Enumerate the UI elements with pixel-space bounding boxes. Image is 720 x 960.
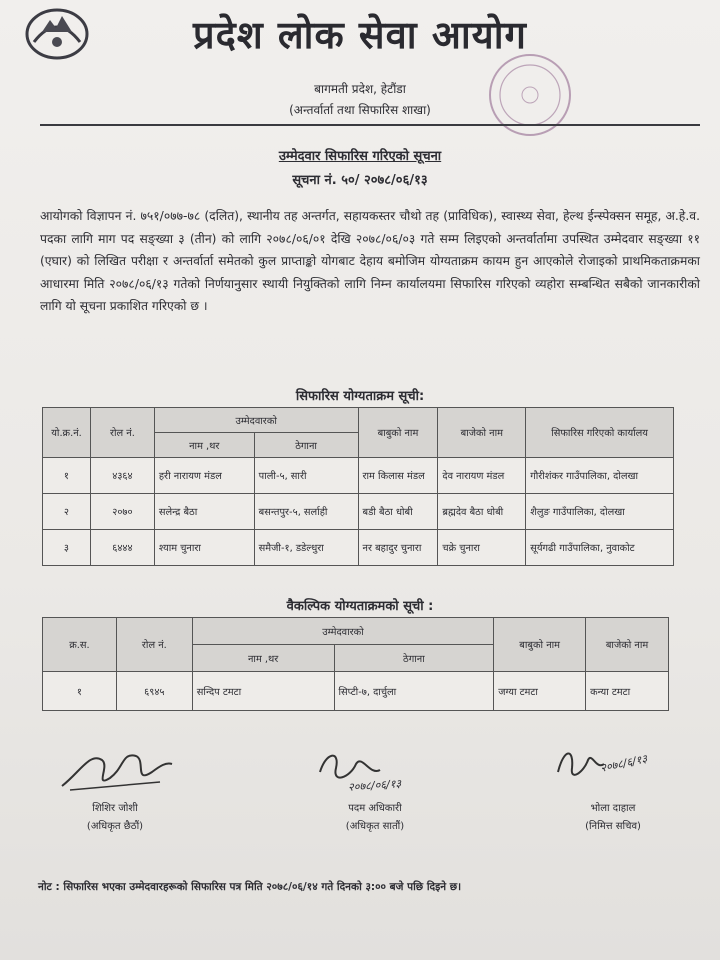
cell-address: समैजी-१, डडेल्धुरा (254, 530, 358, 566)
table-row (43, 672, 669, 711)
cell-grandfather: चक्रे चुनारा (438, 530, 526, 566)
col-candidate: उम्मेदवारको (192, 618, 493, 645)
footnote: नोट : सिफारिस भएका उम्मेदवारहरूको सिफारिस पत्र मिति २०७८/०६/१४ गते दिनको ३:०० बजे पछि दिइने छ। (38, 881, 462, 893)
signature-block-secretary (548, 742, 678, 832)
alternate-list-caption: वैकल्पिक योग्यताक्रमको सूची : (286, 599, 434, 614)
signature-block-officer-6 (50, 742, 180, 832)
alternate-list-table (42, 617, 669, 711)
signatory-name: शिशिर जोशी (92, 803, 138, 814)
cell-roll: २०७० (90, 494, 154, 530)
cell-office: गौरीशंकर गाउँपालिका, दोलखा (526, 458, 674, 494)
signature-date: २०७८/६/१३ (599, 752, 649, 775)
commission-title: प्रदेश लोक सेवा आयोग (193, 12, 527, 57)
header-divider (40, 124, 700, 126)
notice-title: उम्मेदवार सिफारिस गरिएको सूचना (278, 149, 442, 164)
signature-date: २०७८/०६/१३ (347, 777, 402, 794)
office-stamp-icon (485, 50, 575, 140)
cell-sn: १ (43, 458, 91, 494)
col-sn: क्र.स. (43, 618, 117, 672)
signatory-name: भोला दाहाल (590, 803, 636, 814)
cell-father: बडी बैठा धोबी (358, 494, 438, 530)
cell-father: राम किलास मंडल (358, 458, 438, 494)
cell-father: नर बहादुर चुनारा (358, 530, 438, 566)
table-row (43, 494, 674, 530)
col-address: ठेगाना (334, 645, 494, 672)
cell-office: शैलुङ गाउँपालिका, दोलखा (526, 494, 674, 530)
signatory-post: (अधिकृत छैठौं) (86, 821, 144, 832)
merit-list-table (42, 407, 674, 566)
cell-name: हरी नारायण मंडल (154, 458, 254, 494)
cell-name: श्याम चुनारा (154, 530, 254, 566)
col-father: बाबुको नाम (358, 408, 438, 458)
signatory-name: पदम अधिकारी (348, 803, 402, 814)
cell-name: सलेन्द्र बैठा (154, 494, 254, 530)
col-office: सिफारिस गरिएको कार्यालय (526, 408, 674, 458)
cell-grandfather: ब्रह्मदेव बैठा धोबी (438, 494, 526, 530)
col-roll: रोल नं. (90, 408, 154, 458)
province-line: बागमती प्रदेश, हेटौंडा (314, 82, 406, 96)
table-header-row (43, 618, 669, 645)
signature-block-officer-7 (300, 742, 450, 832)
signatory-post: (निमित्त सचिव) (585, 821, 641, 832)
table-row (43, 458, 674, 494)
cell-address: सिप्टी-७, दार्चुला (334, 672, 494, 711)
section-line: (अन्तर्वार्ता तथा सिफारिस शाखा) (289, 103, 431, 117)
col-grandfather: बाजेको नाम (438, 408, 526, 458)
col-name: नाम ,थर (154, 433, 254, 458)
table-row (43, 530, 674, 566)
merit-list-caption: सिफारिस योग्यताक्रम सूची: (295, 389, 425, 404)
cell-address: पाली-५, सारी (254, 458, 358, 494)
cell-office: सूर्यगढी गाउँपालिका, नुवाकोट (526, 530, 674, 566)
table-header-row (43, 408, 674, 433)
signatory-post: (अधिकृत सातौं) (345, 821, 405, 832)
cell-roll: ६९४५ (116, 672, 192, 711)
notice-number: सूचना नं. ५०/ २०७८/०६/१३ (292, 173, 428, 188)
cell-grandfather: देव नारायण मंडल (438, 458, 526, 494)
cell-father: जग्या टमटा (494, 672, 586, 711)
col-father: बाबुको नाम (494, 618, 586, 672)
cell-sn: १ (43, 672, 117, 711)
cell-roll: ६४४४ (90, 530, 154, 566)
cell-name: सन्दिप टमटा (192, 672, 334, 711)
handwritten-signature-icon (50, 742, 180, 798)
cell-sn: २ (43, 494, 91, 530)
col-candidate: उम्मेदवारको (154, 408, 358, 433)
cell-roll: ४३६४ (90, 458, 154, 494)
cell-address: बसन्तपुर-५, सर्लाही (254, 494, 358, 530)
col-sn: यो.क्र.नं. (43, 408, 91, 458)
notice-body: आयोगको विज्ञापन नं. ७५१/०७७-७८ (दलित), स्थानीय तह अन्तर्गत, सहायकस्तर चौथो तह (प्राविधिक), स्वास्थ्य सेवा, हेल्थ ईन्स्पेक्सन समूह, अ.हे.व. पदका लागि माग पद सङ्ख्या ३ (तीन) को लागि २०७८/०६/०१ देखि २०७८/०६/०३ गते सम्म लिइएको अन्तर्वार्तामा उपस्थित उम्मेदवार सङ्ख्या ११ (एघार) को लिखित परीक्षा र अन्तर्वार्ता समेतको कुल प्राप्ताङ्को योगबाट देहाय बमोजिम योग्यताक्रम कायम हुन आएकोले रोजाइको प्राथमिकताक्रमका आधारमा मिति २०७८/०६/१३ गतेको निर्णयानुसार स्थायी नियुक्तिको लागि निम्न कार्यालयमा सिफारिस गरिएको व्यहोरा सम्बन्धित सबैको जानकारीको लागि यो सूचना प्रकाशित गरिएको छ । (40, 209, 700, 313)
cell-sn: ३ (43, 530, 91, 566)
cell-grandfather: कन्या टमटा (586, 672, 669, 711)
col-name: नाम ,थर (192, 645, 334, 672)
col-grandfather: बाजेको नाम (586, 618, 669, 672)
col-roll: रोल नं. (116, 618, 192, 672)
col-address: ठेगाना (254, 433, 358, 458)
